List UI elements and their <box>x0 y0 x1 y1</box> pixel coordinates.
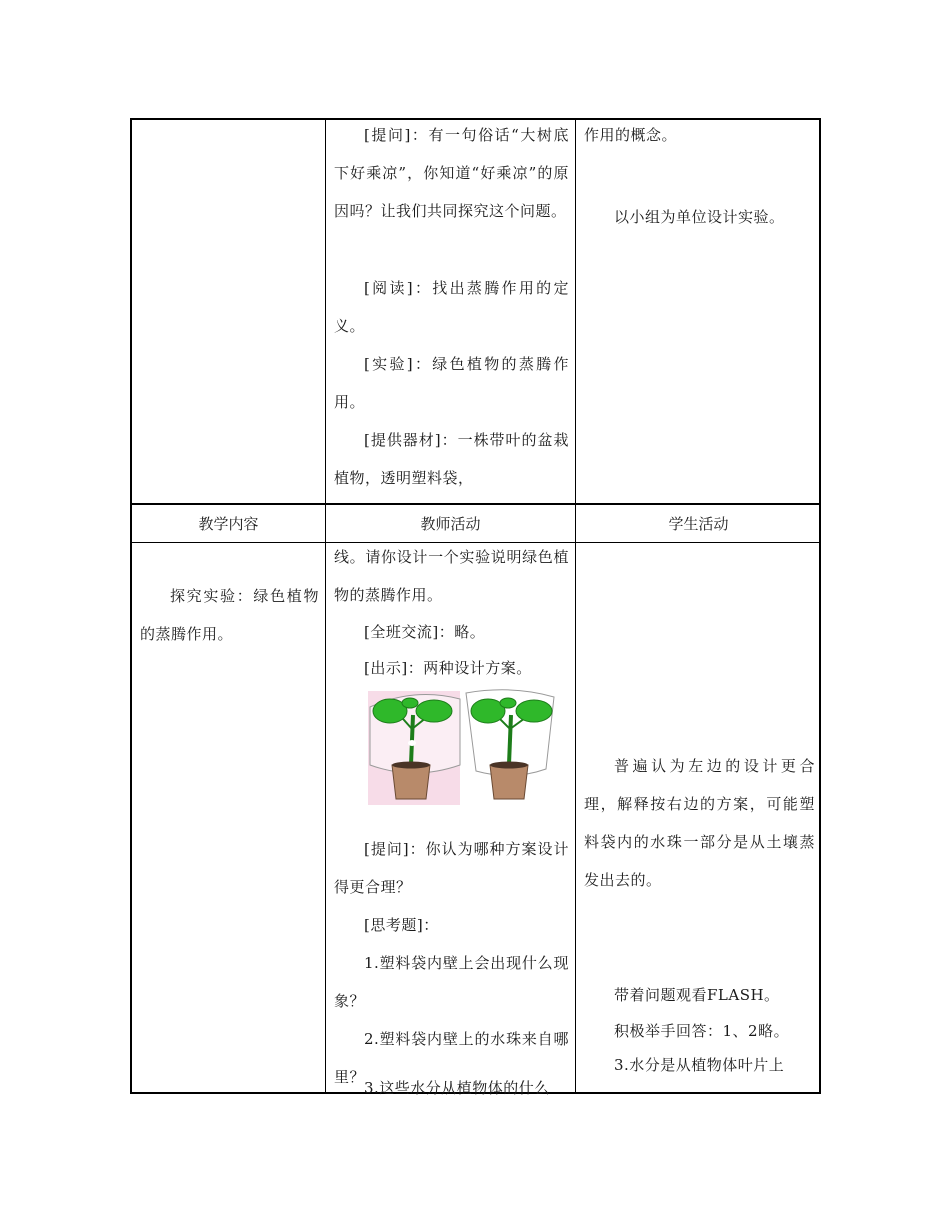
student-watch-flash-text: 带着问题观看FLASH。 <box>614 986 780 1004</box>
header-student-activity: 学生活动 <box>668 515 729 533</box>
lesson-table <box>130 118 821 1097</box>
teacher-exchange-text: [全班交流]：略。 <box>364 623 486 641</box>
teacher-design-text: 线。请你设计一个实验说明绿色植物的蒸腾作用。 <box>334 548 569 604</box>
teacher-experiment-text: [实验]：绿色植物的蒸腾作用。 <box>334 355 569 411</box>
teacher-reading-text: [阅读]：找出蒸腾作用的定义。 <box>334 279 569 335</box>
header-teaching-content: 教学内容 <box>198 515 259 533</box>
teacher-which-design-text: [提问]：你认为哪种方案设计得更合理？ <box>334 840 569 896</box>
teacher-question-text: [提问]：有一句俗话“大树底下好乘凉”，你知道“好乘凉”的原因吗？让我们共同探究这个问题。 <box>334 126 569 220</box>
bottom-student-cell <box>576 543 821 1094</box>
two-design-figure <box>366 689 556 807</box>
student-group-text: 以小组为单位设计实验。 <box>614 208 785 226</box>
student-answer-text: 积极举手回答：1、2略。 <box>614 1022 790 1040</box>
content-experiment-text: 探究实验：绿色植物的蒸腾作用。 <box>140 587 319 643</box>
top-student-cell <box>576 120 821 503</box>
teacher-question-3: 3.这些水分从植物体的什么 <box>364 1079 550 1097</box>
left-design-plant-icon <box>368 691 460 805</box>
student-reason-text: 普遍认为左边的设计更合理，解释按右边的方案，可能塑料袋内的水珠一部分是从土壤蒸发出去的。 <box>584 757 815 889</box>
teacher-show-text: [出示]：两种设计方案。 <box>364 659 532 677</box>
right-design-plant-icon <box>466 690 554 799</box>
teacher-question-2: 2.塑料袋内壁上的水珠来自哪里？ <box>334 1030 569 1086</box>
top-teacher-cell <box>326 120 575 503</box>
bottom-teacher-cell <box>326 543 575 1097</box>
bottom-content-cell <box>132 543 325 1094</box>
teacher-think-title: [思考题]： <box>364 916 439 934</box>
teacher-question-1: 1.塑料袋内壁上会出现什么现象？ <box>334 954 569 1010</box>
teacher-materials-text: [提供器材]：一株带叶的盆栽植物，透明塑料袋， <box>334 431 569 487</box>
header-teacher-activity: 教师活动 <box>420 515 481 533</box>
student-answer-3-text: 3.水分是从植物体叶片上 <box>614 1056 785 1074</box>
student-concept-text: 作用的概念。 <box>584 126 678 144</box>
